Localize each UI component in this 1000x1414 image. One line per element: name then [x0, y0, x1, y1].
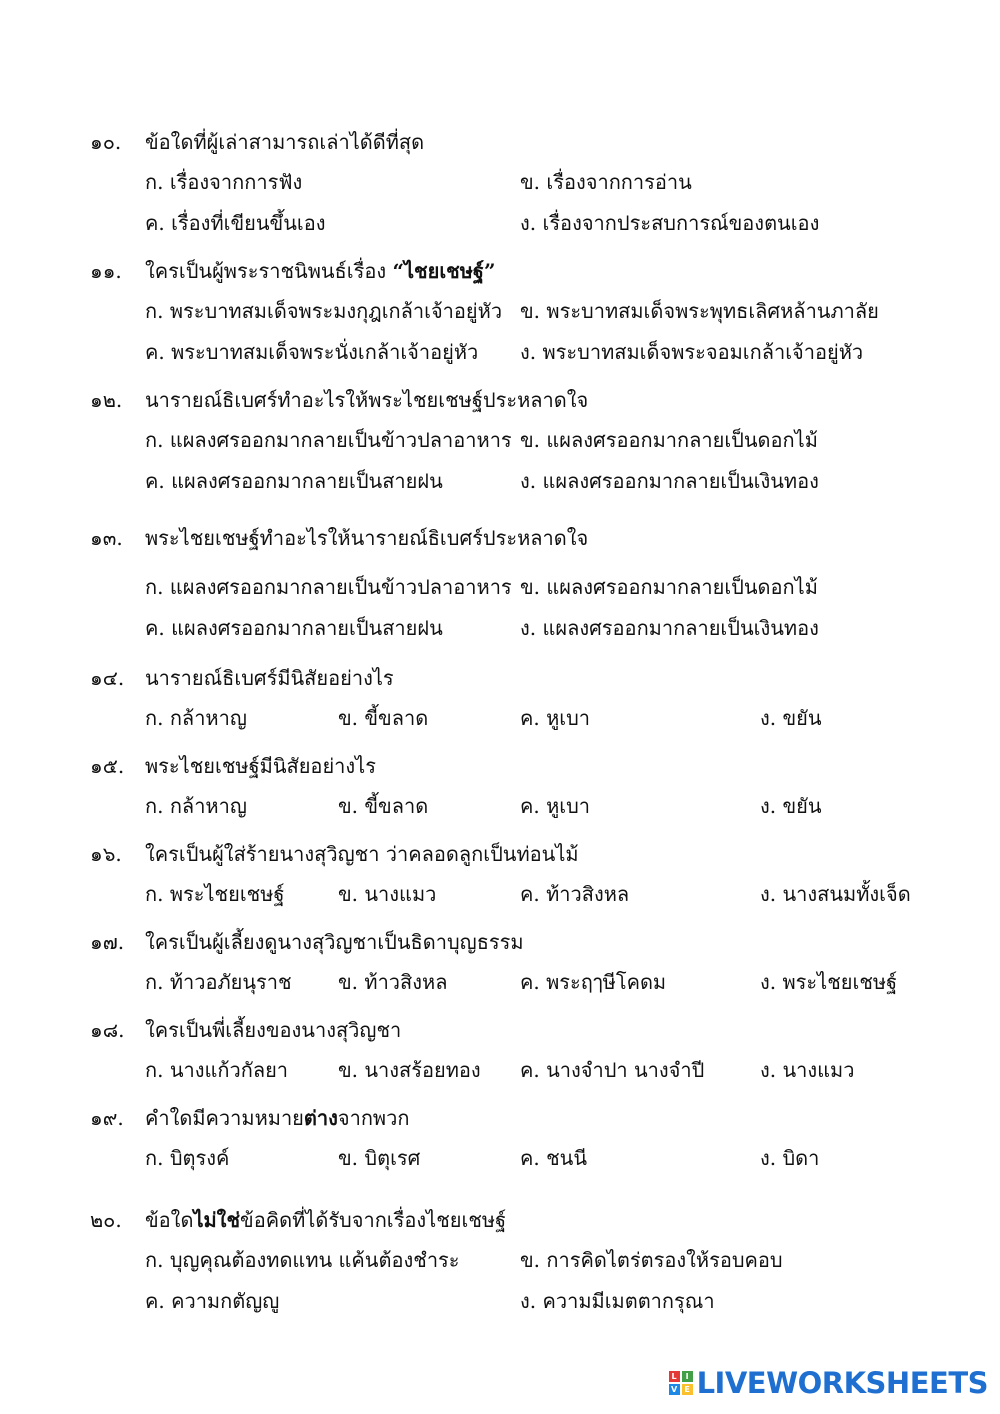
question-text-emphasis: ไม่ใช่: [193, 1208, 241, 1232]
question-11: [90, 257, 960, 364]
question-number: ๒๐.: [90, 1208, 122, 1232]
question-17: [90, 928, 960, 994]
options-row: [90, 209, 960, 250]
answer-option[interactable]: ก. แผลงศรออกมากลายเป็นข้าวปลาอาหาร: [145, 428, 512, 452]
question-number: ๑๒.: [90, 388, 123, 412]
liveworksheets-logo-icon: [669, 1371, 693, 1395]
answer-option[interactable]: ข. ขี้ขลาด: [338, 794, 429, 818]
question-stem: [90, 1104, 960, 1132]
answer-option[interactable]: ก. บิตุรงค์: [145, 1146, 230, 1170]
question-number: ๑๔.: [90, 666, 125, 690]
answer-option[interactable]: ง. บิดา: [760, 1146, 820, 1170]
answer-option[interactable]: ง. พระบาทสมเด็จพระจอมเกล้าเจ้าอยู่หัว: [520, 340, 864, 364]
answer-option[interactable]: ก. พระบาทสมเด็จพระมงกุฎเกล้าเจ้าอยู่หัว: [145, 299, 503, 323]
logo-square-v: V: [669, 1384, 680, 1395]
options-row: [90, 338, 960, 379]
answer-option[interactable]: ง. ขยัน: [760, 706, 822, 730]
options-row: [90, 426, 960, 467]
answer-option[interactable]: ง. ความมีเมตตากรุณา: [520, 1289, 715, 1313]
logo-square-i: I: [682, 1371, 693, 1382]
answer-option[interactable]: ก. บุญคุณต้องทดแทน แค้นต้องชำระ: [145, 1248, 460, 1272]
answer-option[interactable]: ง. พระไชยเชษฐ์: [760, 970, 898, 994]
question-number: ๑๕.: [90, 754, 125, 778]
question-text: นารายณ์ธิเบศร์มีนิสัยอย่างไร: [145, 666, 394, 690]
question-20: [90, 1206, 960, 1313]
answer-option[interactable]: ง. เรื่องจากประสบการณ์ของตนเอง: [520, 211, 820, 235]
options-row: [90, 704, 960, 745]
answer-option[interactable]: ข. แผลงศรออกมากลายเป็นดอกไม้: [520, 428, 818, 452]
answer-option[interactable]: ค. ความกตัญญู: [145, 1289, 280, 1313]
question-13: [90, 524, 960, 640]
question-15: [90, 752, 960, 818]
answer-option[interactable]: ข. ท้าวสิงหล: [338, 970, 448, 994]
question-text: ใครเป็นผู้ใส่ร้ายนางสุวิญชา ว่าคลอดลูกเป็นท่อนไม้: [145, 842, 579, 866]
answer-option[interactable]: ค. ชนนี: [520, 1146, 588, 1170]
question-stem: [90, 128, 960, 156]
logo-square-l: L: [669, 1371, 680, 1382]
question-18: [90, 1016, 960, 1082]
options-row: [90, 1056, 960, 1097]
question-text: ใครเป็นพี่เลี้ยงของนางสุวิญชา: [145, 1018, 402, 1042]
answer-option[interactable]: ง. แผลงศรออกมากลายเป็นเงินทอง: [520, 469, 819, 493]
answer-option[interactable]: ข. ขี้ขลาด: [338, 706, 429, 730]
answer-option[interactable]: ค. นางจำปา นางจำปี: [520, 1058, 705, 1082]
question-stem: [90, 928, 960, 956]
answer-option[interactable]: ค. แผลงศรออกมากลายเป็นสายฝน: [145, 616, 443, 640]
question-stem: [90, 257, 960, 285]
question-12: [90, 386, 960, 493]
question-14: [90, 664, 960, 730]
answer-option[interactable]: ค. พระฤๅษีโคดม: [520, 970, 667, 994]
question-stem: [90, 1206, 960, 1234]
question-text-emphasis: ต่าง: [303, 1106, 338, 1130]
answer-option[interactable]: ค. เรื่องที่เขียนขึ้นเอง: [145, 211, 326, 235]
answer-option[interactable]: ค. หูเบา: [520, 706, 591, 730]
question-stem: [90, 752, 960, 780]
options-row: [90, 467, 960, 508]
options-row: [90, 792, 960, 833]
answer-option[interactable]: ง. ขยัน: [760, 794, 822, 818]
question-text: นารายณ์ธิเบศร์ทำอะไรให้พระไชยเชษฐ์ประหลาดใจ: [145, 388, 589, 412]
options-row: [90, 614, 960, 655]
question-text: ข้อใด: [145, 1208, 194, 1232]
answer-option[interactable]: ก. กล้าหาญ: [145, 794, 247, 818]
answer-option[interactable]: ก. กล้าหาญ: [145, 706, 247, 730]
question-stem: [90, 524, 960, 552]
answer-option[interactable]: ง. นางสนมทั้งเจ็ด: [760, 882, 911, 906]
question-text: ใครเป็นผู้พระราชนิพนธ์เรื่อง: [145, 259, 393, 283]
question-number: ๑๐.: [90, 130, 122, 154]
question-stem: [90, 386, 960, 414]
question-number: ๑๑.: [90, 259, 122, 283]
question-stem: [90, 664, 960, 692]
answer-option[interactable]: ข. การคิดไตร่ตรองให้รอบคอบ: [520, 1248, 783, 1272]
options-row: [90, 573, 960, 614]
answer-option[interactable]: ง. แผลงศรออกมากลายเป็นเงินทอง: [520, 616, 819, 640]
answer-option[interactable]: ข. พระบาทสมเด็จพระพุทธเลิศหล้านภาลัย: [520, 299, 879, 323]
options-row: [90, 880, 960, 921]
answer-option[interactable]: ง. นางแมว: [760, 1058, 855, 1082]
question-text: จากพวก: [337, 1106, 410, 1130]
question-text: พระไชยเชษฐ์ทำอะไรให้นารายณ์ธิเบศร์ประหลาดใจ: [145, 526, 589, 550]
question-number: ๑๓.: [90, 526, 123, 550]
answer-option[interactable]: ค. พระบาทสมเด็จพระนั่งเกล้าเจ้าอยู่หัว: [145, 340, 479, 364]
question-stem: [90, 840, 960, 868]
question-number: ๑๗.: [90, 930, 125, 954]
question-text-emphasis: “ไชยเชษฐ์”: [392, 259, 496, 283]
question-number: ๑๖.: [90, 842, 122, 866]
options-row: [90, 297, 960, 338]
question-number: ๑๘.: [90, 1018, 125, 1042]
question-text: คำใดมีความหมาย: [145, 1106, 304, 1130]
answer-option[interactable]: ข. นางสร้อยทอง: [338, 1058, 481, 1082]
question-stem: [90, 1016, 960, 1044]
question-10: [90, 128, 960, 235]
answer-option[interactable]: ก. แผลงศรออกมากลายเป็นข้าวปลาอาหาร: [145, 575, 512, 599]
answer-option[interactable]: ค. แผลงศรออกมากลายเป็นสายฝน: [145, 469, 443, 493]
answer-option[interactable]: ข. เรื่องจากการอ่าน: [520, 170, 692, 194]
logo-square-e: E: [682, 1384, 693, 1395]
answer-option[interactable]: ค. หูเบา: [520, 794, 591, 818]
answer-option[interactable]: ข. บิตุเรศ: [338, 1146, 421, 1170]
liveworksheets-logo: [669, 1366, 988, 1400]
answer-option[interactable]: ข. นางแมว: [338, 882, 437, 906]
question-text: ข้อคิดที่ได้รับจากเรื่องไชยเชษฐ์: [240, 1208, 507, 1232]
question-19: [90, 1104, 960, 1170]
question-text: ข้อใดที่ผู้เล่าสามารถเล่าได้ดีที่สุด: [145, 130, 425, 154]
options-row: [90, 1144, 960, 1185]
options-row: [90, 968, 960, 1009]
question-text: ใครเป็นผู้เลี้ยงดูนางสุวิญชาเป็นธิดาบุญธรรม: [145, 930, 524, 954]
question-16: [90, 840, 960, 906]
options-row: [90, 1246, 960, 1287]
answer-option[interactable]: ก. นางแก้วกัลยา: [145, 1058, 289, 1082]
brand-wordmark: LIVEWORKSHEETS: [696, 1366, 988, 1400]
options-row: [90, 1287, 960, 1328]
answer-option[interactable]: ก. ท้าวอภัยนุราช: [145, 970, 292, 994]
answer-option[interactable]: ก. พระไชยเชษฐ์: [145, 882, 285, 906]
question-text: พระไชยเชษฐ์มีนิสัยอย่างไร: [145, 754, 376, 778]
answer-option[interactable]: ค. ท้าวสิงหล: [520, 882, 630, 906]
answer-option[interactable]: ข. แผลงศรออกมากลายเป็นดอกไม้: [520, 575, 818, 599]
options-row: [90, 168, 960, 209]
answer-option[interactable]: ก. เรื่องจากการฟัง: [145, 170, 303, 194]
question-number: ๑๙.: [90, 1106, 124, 1130]
